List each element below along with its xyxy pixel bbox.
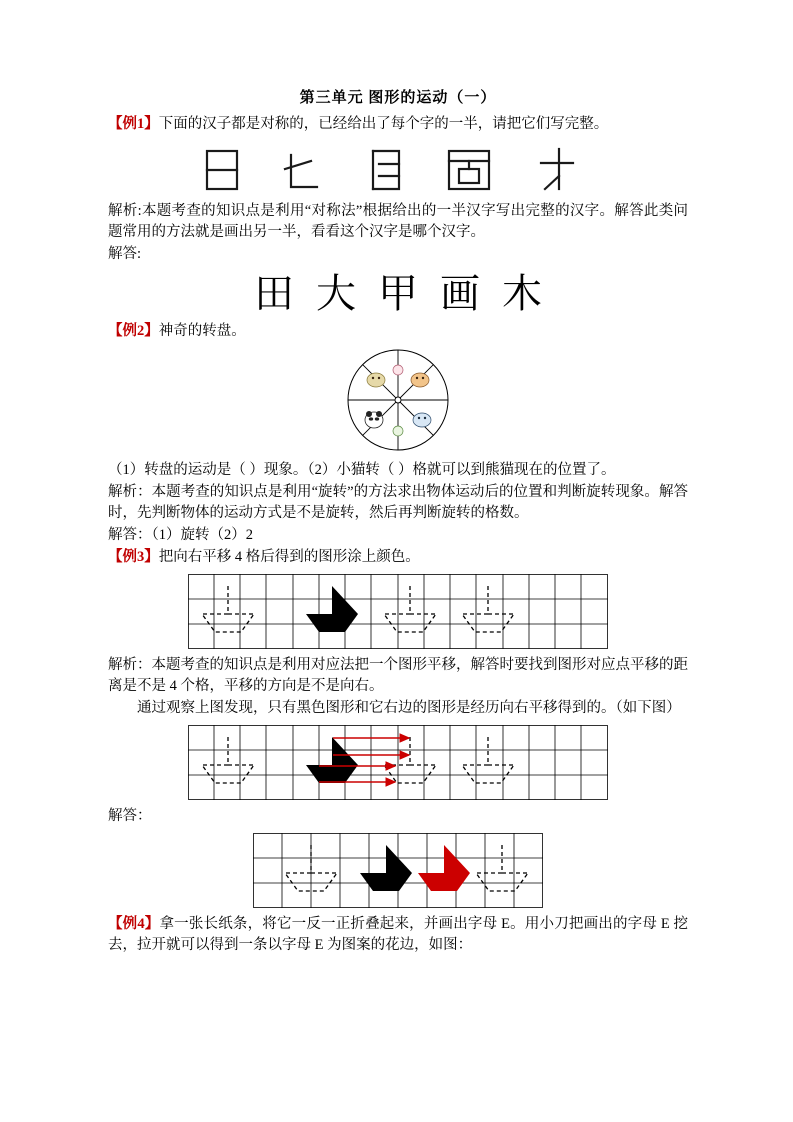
answer-char-1: 大 bbox=[316, 271, 356, 317]
dashed-shape-1 bbox=[202, 737, 254, 783]
example3-analysis-label: 解析： bbox=[108, 657, 152, 673]
example1-label: 【例1】 bbox=[108, 116, 159, 132]
example3-analysis-grid-svg bbox=[188, 725, 608, 800]
example4-question-line bbox=[108, 914, 688, 956]
example3-question-line bbox=[108, 547, 688, 568]
example3-answer-grid-figure bbox=[108, 833, 688, 908]
answer-char-3: 画 bbox=[440, 271, 480, 317]
example3-question: 把向右平移 4 格后得到的图形涂上颜色。 bbox=[158, 549, 420, 565]
example2-analysis bbox=[108, 482, 688, 524]
example1-analysis bbox=[108, 201, 688, 243]
example1-half-characters-figure bbox=[108, 143, 688, 195]
dashed-shape-4 bbox=[462, 586, 514, 632]
example2-analysis-text: 本题考查的知识点是利用“旋转”的方法求出物体运动后的位置和判断旋转现象。解答时，先判断物体的运动方式是不是旋转，然后再判断旋转的格数。 bbox=[108, 484, 688, 521]
solid-black-shape bbox=[360, 845, 412, 891]
example3-answer-grid-svg bbox=[253, 833, 543, 908]
example2-question-line bbox=[108, 321, 688, 342]
example3-analysis-text: 本题考查的知识点是利用对应法把一个图形平移，解答时要找到图形对应点平移的距离是不是 4 个格，平移的方向是不是向右。 bbox=[108, 657, 688, 694]
example2-question: 神奇的转盘。 bbox=[158, 323, 246, 339]
answer-char-4: 木 bbox=[502, 271, 542, 317]
example2-answer-label: 解答： bbox=[108, 527, 152, 543]
example3-analysis-grid-figure bbox=[108, 725, 688, 800]
example4-question: 拿一张长纸条，将它一反一正折叠起来，并画出字母 E。用小刀把画出的字母 E 挖去，拉开就可以得到一条以字母 E 为图案的花边，如图： bbox=[108, 916, 688, 953]
example1-analysis-label: 解析: bbox=[108, 203, 142, 219]
half-characters-svg bbox=[193, 143, 603, 195]
dashed-shape-1 bbox=[202, 586, 254, 632]
dashed-shape-3 bbox=[384, 737, 436, 783]
example2-answer-text: （1）旋转（2）2 bbox=[151, 527, 253, 543]
example3-answer-label-line bbox=[108, 806, 688, 827]
dashed-shape-4 bbox=[476, 845, 528, 891]
example3-analysis2: 通过观察上图发现，只有黑色图形和它右边的图形是经历向右平移得到的。（如下图） bbox=[137, 700, 681, 716]
page-title: 第三单元 图形的运动（一） bbox=[299, 90, 497, 106]
example1-analysis-text: 本题考查的知识点是利用“对称法”根据给出的一半汉字写出完整的汉字。解答此类问题常用的方法就是画出另一半，看看这个汉字是哪个汉字。 bbox=[108, 203, 688, 240]
answer-char-2: 甲 bbox=[378, 271, 418, 317]
solid-shape bbox=[306, 586, 358, 632]
example1-question-line bbox=[108, 114, 688, 135]
example4-label: 【例4】 bbox=[108, 916, 160, 932]
example2-answer bbox=[108, 525, 688, 546]
dashed-shape-3 bbox=[384, 586, 436, 632]
example3-question-grid-figure bbox=[108, 574, 688, 649]
example1-question: 下面的汉子都是对称的，已经给出了每个字的一半，请把它们写完整。 bbox=[158, 116, 609, 132]
answer-char-0: 田 bbox=[254, 271, 294, 317]
example1-answer-label: 解答: bbox=[108, 246, 142, 262]
example1-answer-label-line bbox=[108, 244, 688, 265]
example2-spinner-figure bbox=[108, 346, 688, 454]
example2-analysis-label: 解析： bbox=[108, 484, 152, 500]
example3-answer-label: 解答： bbox=[108, 808, 152, 824]
spinner-wheel-svg bbox=[323, 346, 473, 454]
solid-red-shape bbox=[418, 845, 470, 891]
example3-label: 【例3】 bbox=[108, 549, 159, 565]
example3-analysis bbox=[108, 655, 688, 697]
example2-sub-question: （1）转盘的运动是（ ）现象。（2）小猫转（ ）格就可以到熊猫现在的位置了。 bbox=[108, 462, 616, 478]
document-content bbox=[108, 86, 688, 957]
example3-question-grid-svg bbox=[188, 574, 608, 649]
example1-answer-characters bbox=[108, 271, 688, 317]
solid-shape bbox=[306, 737, 358, 783]
example2-label: 【例2】 bbox=[108, 323, 159, 339]
dashed-shape-4 bbox=[462, 737, 514, 783]
